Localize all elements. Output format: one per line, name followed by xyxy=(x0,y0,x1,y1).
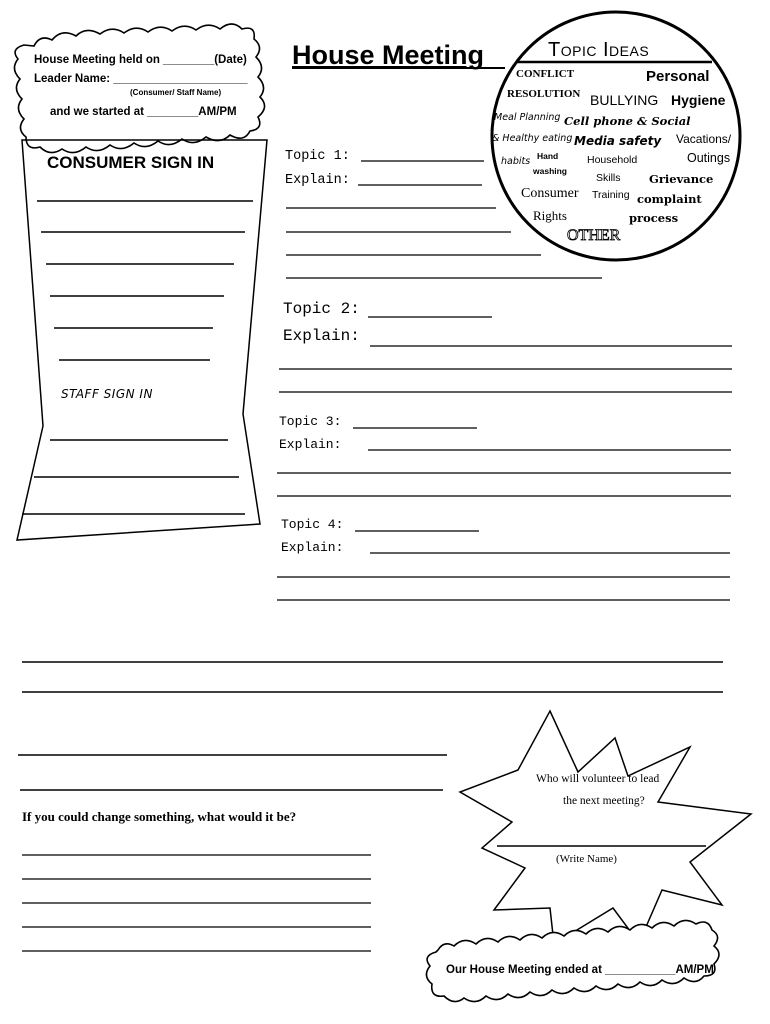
volunteer-question-line-1: Who will volunteer to lead xyxy=(536,773,660,785)
topic-3-label: Topic 3: xyxy=(279,414,342,429)
idea-training: Training xyxy=(592,189,630,201)
staff-sign-in-title: STAFF SIGN IN xyxy=(61,387,153,401)
idea-rights: Rights xyxy=(533,208,567,223)
idea-skills: Skills xyxy=(596,172,621,184)
idea-outings: Outings xyxy=(687,151,731,165)
idea-vacations: Vacations/ xyxy=(676,132,732,146)
idea-other: OTHER xyxy=(567,227,621,244)
topic-2-label: Topic 2: xyxy=(283,300,360,318)
idea-household: Household xyxy=(587,154,638,166)
idea-process: process xyxy=(629,211,679,225)
idea-healthy-eating: & Healthy eating xyxy=(492,133,573,144)
idea-hygiene: Hygiene xyxy=(671,92,726,108)
volunteer-write-name: (Write Name) xyxy=(556,853,617,865)
page-title: House Meeting xyxy=(292,40,485,70)
idea-hand: Hand xyxy=(537,151,559,161)
idea-meal-planning: Meal Planning xyxy=(494,112,561,123)
idea-grievance: Grievance xyxy=(649,172,714,186)
idea-washing: washing xyxy=(533,166,568,176)
leader-name-line: Leader Name: _____________________ xyxy=(34,73,248,85)
idea-complaint: complaint xyxy=(637,192,702,206)
start-time-line: and we started at ________AM/PM xyxy=(50,106,237,118)
sign-in-panel xyxy=(17,140,267,540)
end-time-box xyxy=(426,920,719,1001)
end-time-cloud-border xyxy=(426,920,719,1001)
volunteer-starburst xyxy=(460,711,751,944)
topic-1-explain-label: Explain: xyxy=(285,173,350,188)
volunteer-question-line-2: the next meeting? xyxy=(563,795,645,807)
topic-3-explain-label: Explain: xyxy=(279,437,342,452)
idea-habits: habits xyxy=(501,156,531,167)
idea-personal: Personal xyxy=(646,68,710,85)
idea-resolution: RESOLUTION xyxy=(507,88,581,100)
topic-4-label: Topic 4: xyxy=(281,517,344,532)
meeting-held-line: House Meeting held on ________(Date) xyxy=(34,54,247,66)
topic-2-section xyxy=(279,300,732,392)
idea-consumer: Consumer xyxy=(521,186,579,201)
topic-1-label: Topic 1: xyxy=(285,149,350,164)
idea-conflict: CONFLICT xyxy=(516,68,575,80)
idea-media-safety: Media safety xyxy=(574,134,662,148)
consumer-sign-in-title: CONSUMER SIGN IN xyxy=(47,153,215,172)
sign-in-outline xyxy=(17,140,267,540)
idea-cell-phone: Cell phone & Social xyxy=(564,114,691,128)
leader-name-sublabel: (Consumer/ Staff Name) xyxy=(130,88,222,97)
topic-ideas-heading: Topic Ideas xyxy=(548,39,650,61)
idea-bullying: BULLYING xyxy=(590,92,659,108)
change-question: If you could change something, what would it be? xyxy=(22,809,297,824)
topic-ideas-circle xyxy=(492,12,740,260)
volunteer-starburst-outline xyxy=(460,711,751,944)
meeting-info-box xyxy=(14,24,264,153)
topic-4-explain-label: Explain: xyxy=(281,540,344,555)
end-time-line: Our House Meeting ended at ___________AM/PM xyxy=(446,964,714,976)
topic-3-section xyxy=(277,414,731,496)
topic-4-section xyxy=(277,517,730,600)
topic-2-explain-label: Explain: xyxy=(283,327,360,345)
